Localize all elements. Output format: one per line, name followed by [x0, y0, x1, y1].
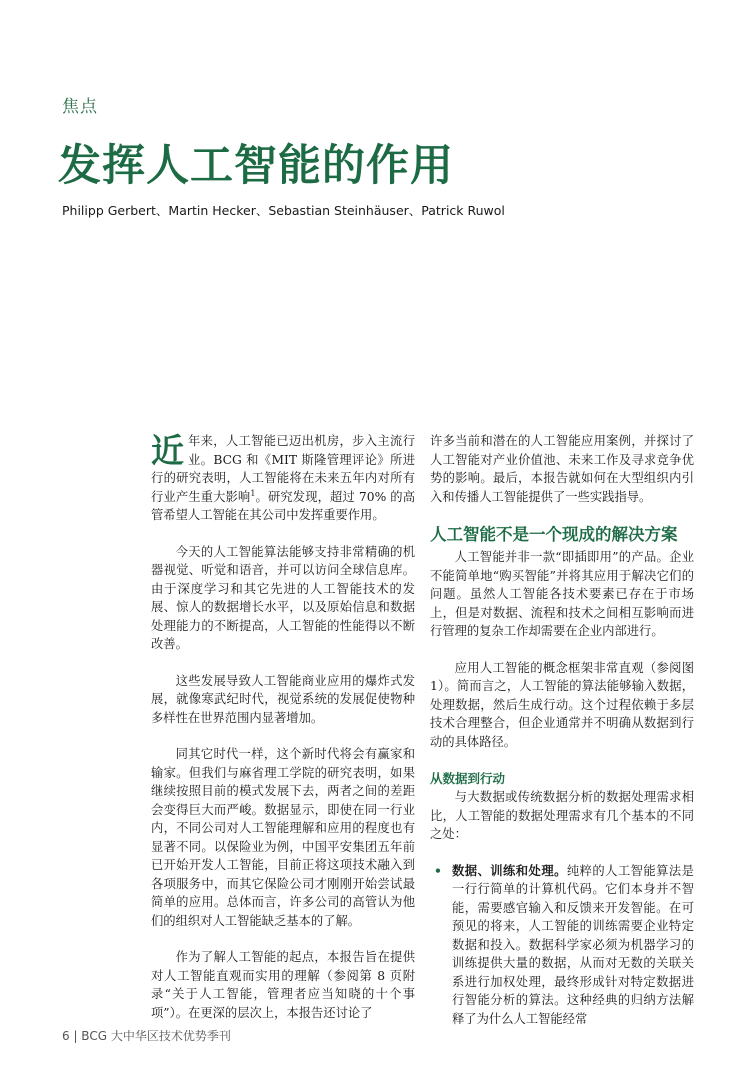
left-column: [151, 432, 415, 1022]
article-authors: Philipp Gerbert、Martin Hecker、Sebastian Steinhäuser、Patrick Ruwol: [62, 203, 505, 218]
article-title: 发挥人工智能的作用: [58, 141, 454, 191]
drop-cap: 近: [151, 431, 184, 470]
paragraph-framework: 应用人工智能的概念框架非常直观（参阅图 1）。简而言之，人工智能的算法能够输入数据，处理数据，然后生成行动。这个过程依赖于多层技术合理整合，但企业通常并不明确从数据到行动的具体路径。: [430, 660, 694, 749]
paragraph-data-differences: 与大数据或传统数据分析的数据处理需求相比，人工智能的数据处理需求有几个基本的不同之处：: [430, 790, 694, 841]
page-footer: 6 | BCG 大中华区技术优势季刊: [62, 1029, 231, 1043]
paragraph-winners-losers: 同其它时代一样，这个新时代将会有赢家和输家。但我们与麻省理工学院的研究表明，如果继续按照目前的模式发展下去，两者之间的差距会变得巨大而严峻。数据显示，即使在同一行业内，不同公司对人工智能理解和应用的程度也有显著不同。以保险业为例，中国平安集团五年前已开始开发人工智能，目前正将这项技术融入到各项服务中，而其它保险公司才刚刚开始尝试最简单的应用。总体而言，许多公司的高管认为他们的组织对人工智能缺乏基本的了解。: [151, 747, 415, 928]
paragraph-cambrian: 这些发展导致人工智能商业应用的爆炸式发展，就像寒武纪时代，视觉系统的发展促使物种多样性在世界范围内显著增加。: [151, 673, 415, 725]
paragraph-continued: 许多当前和潜在的人工智能应用案例，并探讨了人工智能对产业价值池、未来工作及寻求竞争优势的影响。最后，本报告就如何在大型组织内引入和传播人工智能提供了一些实践指导。: [430, 434, 694, 504]
bullet-item: [430, 862, 694, 1029]
bullet-text: 纯粹的人工智能算法是一行行简单的计算机代码。它们本身并不智能，需要感官输入和反馈来开发智能。在可预见的将来，人工智能的训练需要企业特定数据和投入。数据科学家必须为机器学习的训练提供大量的数据，从而对无数的关联关系进行加权处理，最终形成针对特定数据进行智能分析的算法。这种经典的归纳方法解释了为什么人工智能经常: [452, 863, 694, 1026]
intro-paragraph: [151, 432, 415, 525]
bullet-dot-icon: •: [434, 862, 442, 878]
right-column: [430, 432, 694, 1028]
footnote-marker: 1: [250, 488, 256, 498]
paragraph-not-plug-and-play: 人工智能并非一款“即插即用”的产品。企业不能简单地“购买智能”并将其应用于解决它们的问题。虽然人工智能各技术要素已存在于市场上，但是对数据、流程和技术之间相互影响而进行管理的复杂工作却需要在企业内部进行。: [430, 550, 694, 638]
subsection-heading: 从数据到行动: [430, 771, 506, 786]
paragraph-report-purpose: 作为了解人工智能的起点，本报告旨在提供对人工智能直观而实用的理解（参阅第 8 页附录“关于人工智能，管理者应当知晓的十个事项”）。在更深的层次上，本报告还讨论了: [151, 950, 415, 1020]
paragraph-ai-capabilities: 今天的人工智能算法能够支持非常精确的机器视觉、听觉和语音，并可以访问全球信息库。由于深度学习和其它先进的人工智能技术的发展、惊人的数据增长水平，以及原始信息和数据处理能力的不断提高，人工智能的性能得以不断改善。: [151, 544, 415, 651]
section-kicker: 焦点: [62, 97, 98, 117]
intro-tail: 。研究发现，超过 70% 的高管希望人工智能在其公司中发挥重要作用。: [151, 489, 415, 522]
intro-text: 年来，人工智能已迈出机房，步入主流行业。BCG 和《MIT 斯隆管理评论》所进行的研究表明，人工智能将在未来五年内对所有行业产生重大影响: [151, 434, 415, 504]
section-heading: 人工智能不是一个现成的解决方案: [430, 525, 678, 544]
bullet-lead: 数据、训练和处理。: [452, 862, 567, 878]
